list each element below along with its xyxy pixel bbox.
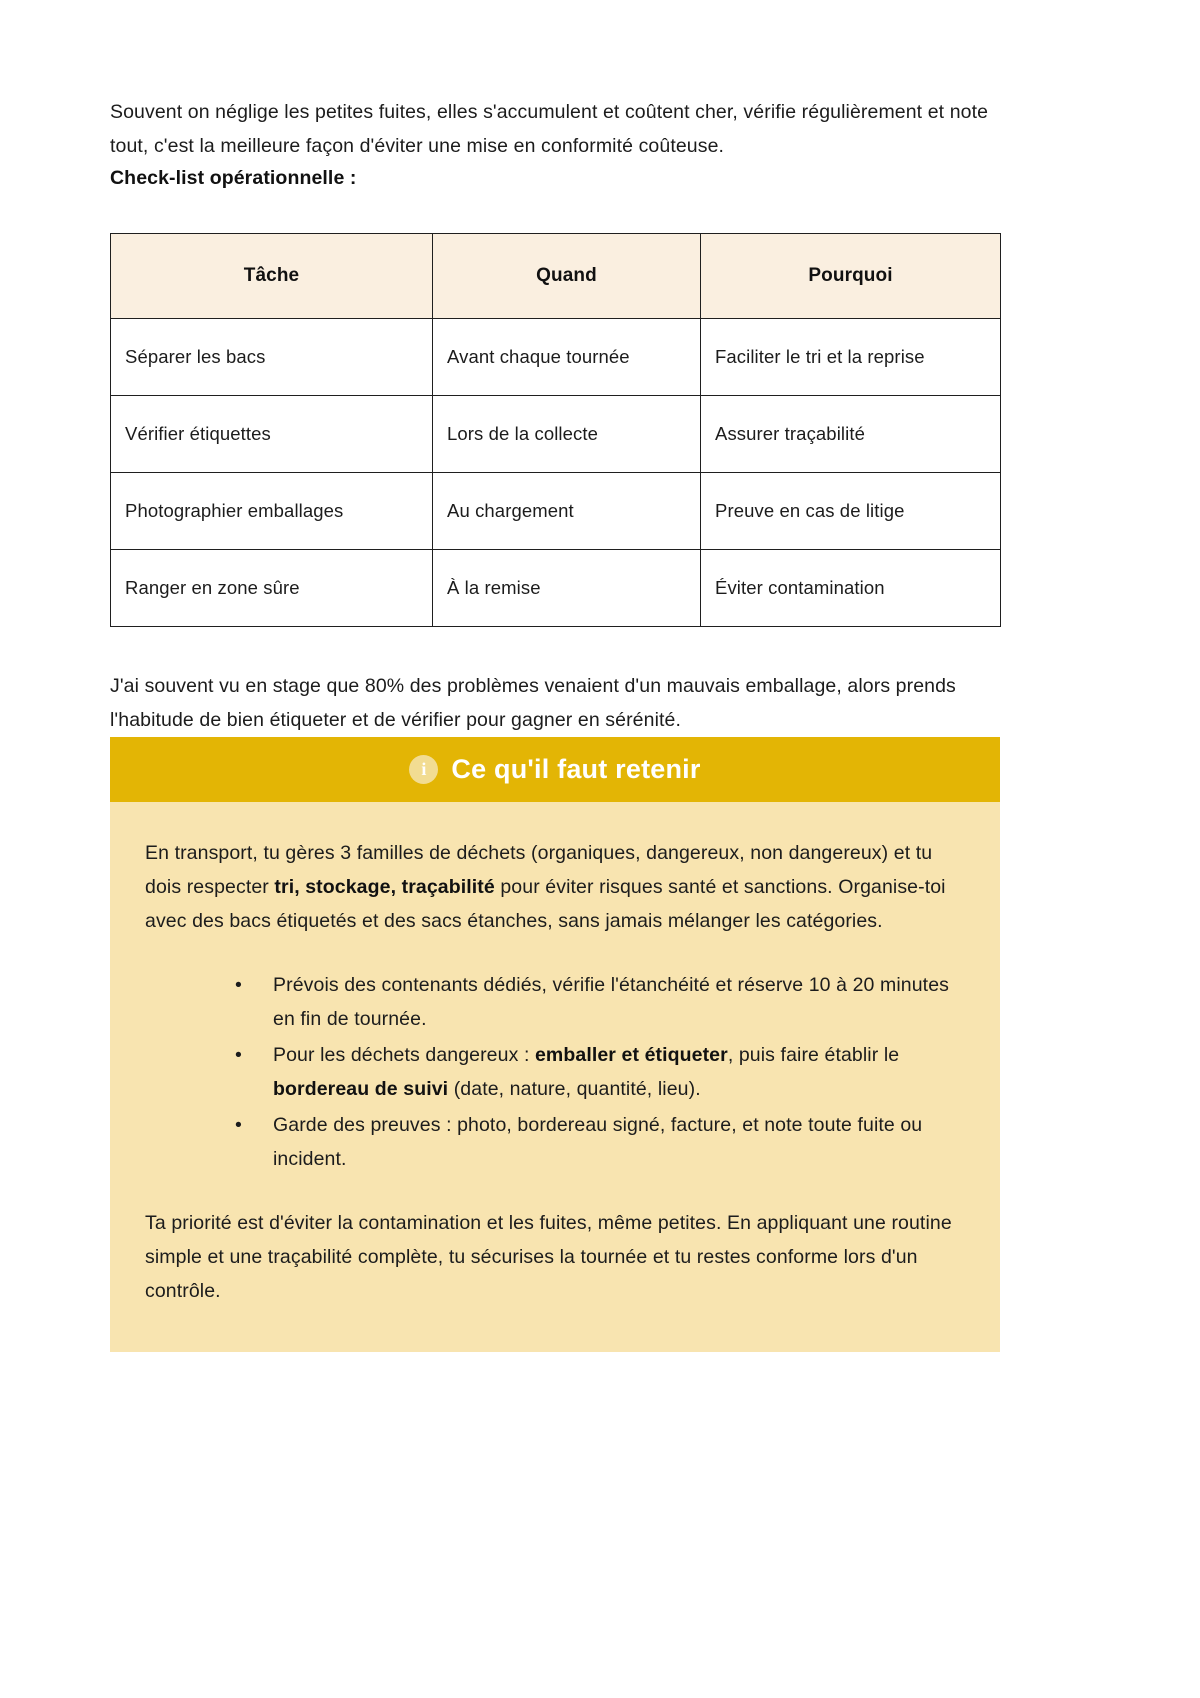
table-cell-tache: Ranger en zone sûre <box>111 550 433 627</box>
list-item-part1: Garde des preuves : photo, bordereau signé, facture, et note toute fuite ou incident. <box>273 1114 923 1170</box>
callout-box <box>110 737 1000 1352</box>
list-item-bold2: bordereau de suivi <box>273 1078 449 1100</box>
table-cell-quand: Avant chaque tournée <box>433 319 701 396</box>
callout-lead-bold1: tri, stockage, traçabilité <box>274 876 495 898</box>
info-icon <box>409 755 438 784</box>
callout-tail-paragraph: Ta priorité est d'éviter la contamination et les fuites, même petites. En appliquant une routine simple et une traçabilité complète, tu sécurises la tournée et tu restes conforme lors d'un contrôle. <box>145 1212 952 1302</box>
list-item <box>235 968 960 1036</box>
table-row <box>111 550 1001 627</box>
after-table-paragraph: J'ai souvent vu en stage que 80% des problèmes venaient d'un mauvais emballage, alors prends l'habitude de bien étiqueter et de vérifier pour gagner en sérénité. <box>110 675 956 731</box>
table-row <box>111 473 1001 550</box>
table-cell-tache: Photographier emballages <box>111 473 433 550</box>
intro-paragraph: Souvent on néglige les petites fuites, elles s'accumulent et coûtent cher, vérifie régulièrement et note tout, c'est la meilleure façon d'éviter une mise en conformité coûteuse. <box>110 101 989 157</box>
callout-lead-paragraph <box>145 836 960 938</box>
list-item-part1: Prévois des contenants dédiés, vérifie l'étanchéité et réserve 10 à 20 minutes en fin de tournée. <box>273 974 949 1030</box>
callout-title: Ce qu'il faut retenir <box>451 754 701 784</box>
list-item-part3: (date, nature, quantité, lieu). <box>448 1078 701 1100</box>
callout-bullet-list <box>145 968 960 1176</box>
callout-header <box>110 737 1000 802</box>
table-cell-pourquoi: Faciliter le tri et la reprise <box>701 319 1001 396</box>
table-cell-quand: À la remise <box>433 550 701 627</box>
table-column-header-quand: Quand <box>433 234 701 319</box>
table-cell-pourquoi: Preuve en cas de litige <box>701 473 1001 550</box>
callout-lead-part2: pour éviter risques santé et sanctions. Organise-toi avec des bacs étiquetés et des sacs étanches, sans jamais mélanger les catégories. <box>145 876 946 932</box>
info-icon-glyph: i <box>421 759 427 779</box>
table-cell-quand: Lors de la collecte <box>433 396 701 473</box>
page-title: Check-list opérationnelle : <box>110 167 357 189</box>
table-row <box>111 319 1001 396</box>
bullet-glyph: • <box>235 1114 242 1136</box>
list-item <box>235 1108 960 1176</box>
table-column-header-pourquoi: Pourquoi <box>701 234 1001 319</box>
checklist-table <box>110 233 1001 627</box>
table-cell-tache: Vérifier étiquettes <box>111 396 433 473</box>
table-cell-pourquoi: Assurer traçabilité <box>701 396 1001 473</box>
list-item-part2: , puis faire établir le <box>727 1044 900 1066</box>
list-item <box>235 1038 960 1106</box>
table-cell-quand: Au chargement <box>433 473 701 550</box>
callout-body <box>110 802 1000 1352</box>
list-item-part1: Pour les déchets dangereux : <box>273 1044 535 1066</box>
bullet-glyph: • <box>235 974 242 996</box>
table-header-row <box>111 234 1001 319</box>
table-row <box>111 396 1001 473</box>
table-column-header-tache: Tâche <box>111 234 433 319</box>
list-item-bold1: emballer et étiqueter <box>534 1044 728 1066</box>
bullet-glyph: • <box>235 1044 242 1066</box>
table-cell-tache: Séparer les bacs <box>111 319 433 396</box>
callout-lead-part1: En transport, tu gères 3 familles de déchets (organiques, dangereux, non dangereux) et tu dois respecter <box>145 842 933 898</box>
table-cell-pourquoi: Éviter contamination <box>701 550 1001 627</box>
